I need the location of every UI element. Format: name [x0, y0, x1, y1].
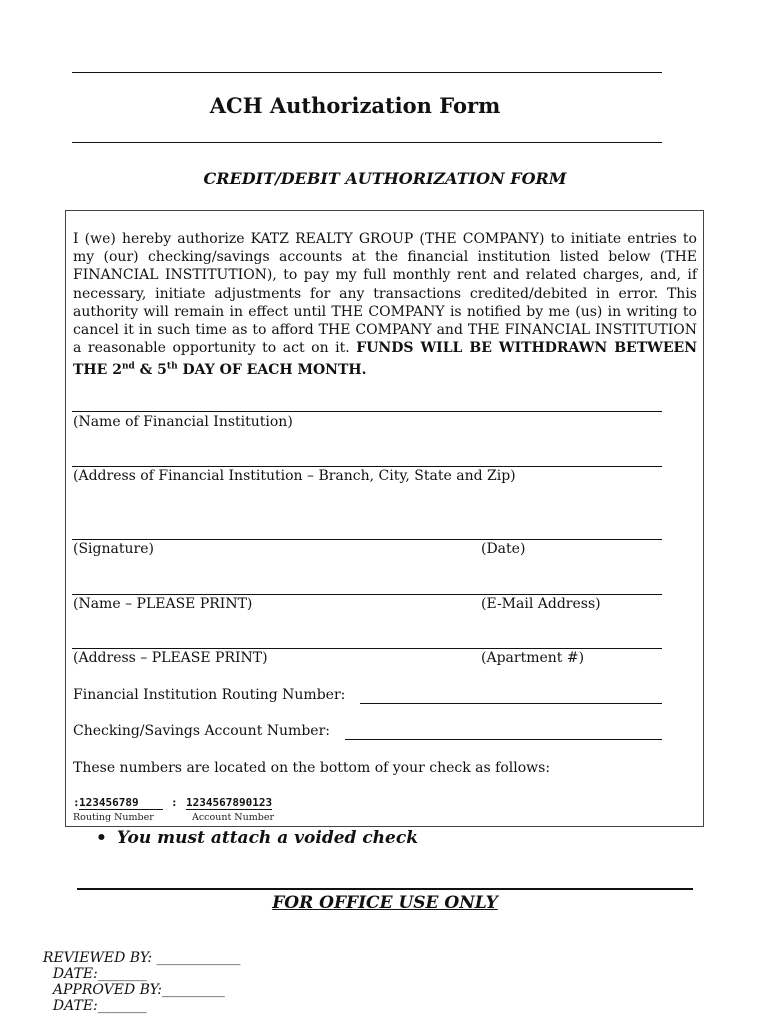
voided-check-notice — [96, 828, 418, 848]
approval-date-field[interactable]: DATE:_______ — [52, 998, 147, 1014]
date-label: (Date) — [481, 541, 526, 557]
authorization-body: I (we) hereby authorize KATZ REALTY GROUP (THE COMPANY) to initiate entries to my (our) checking/savings accounts at the financial institution listed below (THE FINANCIAL INSTITUTION), to pay my full monthly rent and related charges, and, if necessary, initiate adjustments for any transactions credited/debited in error. This authority will remain in effect until THE COMPANY is notified by me (us) in writing to cancel it in such time as to afford THE COMPANY and THE FINANCIAL INSTITUTION a reasonable opportunity to act on it. — [73, 231, 697, 357]
ordinal-nd: nd — [121, 361, 135, 372]
title-rule — [72, 142, 662, 143]
account-number-caption: Account Number — [192, 812, 274, 823]
check-separator: : — [171, 796, 178, 809]
account-number-row — [73, 723, 330, 739]
form-subtitle: CREDIT/DEBIT AUTHORIZATION FORM — [203, 169, 567, 188]
address-label: (Address – PLEASE PRINT) — [73, 650, 268, 666]
name-line[interactable] — [72, 594, 662, 595]
institution-address-line[interactable] — [72, 466, 662, 467]
approved-by-field[interactable]: APPROVED BY:_________ — [52, 982, 225, 998]
signature-line[interactable] — [72, 539, 662, 540]
address-line[interactable] — [72, 648, 662, 649]
account-number-label: Checking/Savings Account Number: — [73, 723, 330, 739]
financial-institution-label: (Name of Financial Institution) — [73, 414, 293, 430]
apartment-label: (Apartment #) — [481, 650, 585, 666]
sample-account-number: 1234567890123 — [186, 796, 273, 809]
office-rule — [77, 888, 693, 890]
routing-number-label: Financial Institution Routing Number: — [73, 687, 346, 703]
ordinal-th: th — [166, 361, 178, 372]
routing-number-field[interactable] — [360, 703, 662, 704]
signature-label: (Signature) — [73, 541, 154, 557]
reviewed-by-field[interactable]: REVIEWED BY: ____________ — [42, 950, 241, 966]
authorization-text — [73, 230, 697, 379]
routing-prefix: : — [73, 796, 80, 809]
withdrawal-notice-mid: & 5 — [134, 362, 167, 379]
email-label: (E-Mail Address) — [481, 596, 601, 612]
routing-number-row — [73, 687, 345, 703]
voided-check-text: You must attach a voided check — [116, 828, 418, 848]
office-use-heading: FOR OFFICE USE ONLY — [272, 893, 498, 913]
institution-address-label: (Address of Financial Institution – Branch, City, State and Zip) — [73, 468, 516, 484]
withdrawal-notice-end: DAY OF EACH MONTH. — [177, 362, 367, 379]
withdrawal-notice-start: FUNDS WILL BE WITHDRAWN BETWEEN THE 2 — [73, 340, 697, 379]
top-rule — [72, 72, 662, 73]
form-title: ACH Authorization Form — [209, 93, 501, 118]
review-date-field[interactable]: DATE:_______ — [52, 966, 147, 982]
sample-routing-number: 123456789 — [79, 796, 163, 810]
bullet-icon: • — [96, 828, 107, 848]
account-number-field[interactable] — [345, 739, 662, 740]
name-label: (Name – PLEASE PRINT) — [73, 596, 253, 612]
financial-institution-line[interactable] — [72, 411, 662, 412]
office-review-row — [34, 934, 241, 1014]
routing-number-caption: Routing Number — [73, 812, 154, 823]
check-numbers-note: These numbers are located on the bottom of your check as follows: — [73, 760, 551, 776]
